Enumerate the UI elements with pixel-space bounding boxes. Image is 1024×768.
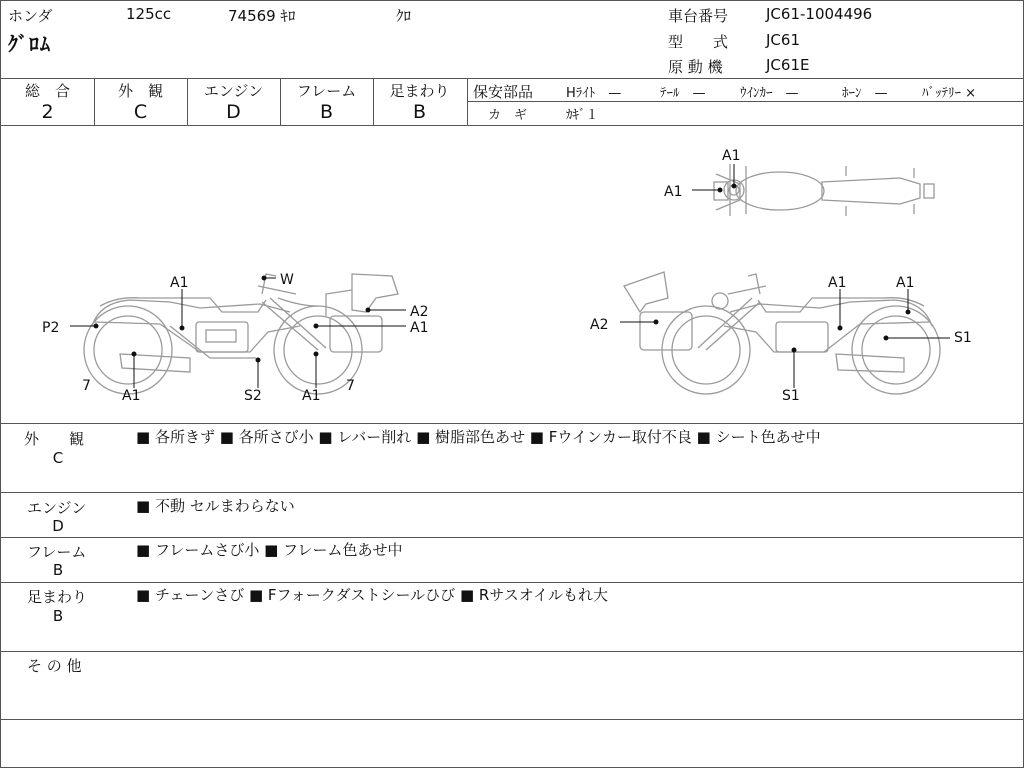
label-a2-left: A2 <box>410 304 429 320</box>
remark-label-engine: エンジン <box>27 499 87 517</box>
grade-value-suspension: B <box>412 101 427 123</box>
divider <box>0 719 1024 720</box>
chassis-label: 車台番号 <box>668 7 729 25</box>
label-a1-top-left: A1 <box>664 184 683 200</box>
label-a1-left-bottom: A1 <box>122 388 141 404</box>
remark-grade-exterior: C <box>52 449 64 467</box>
divider <box>467 78 468 125</box>
type-value: JC61 <box>766 31 800 49</box>
remark-grade-engine: D <box>52 517 64 535</box>
color: ｸﾛ <box>396 7 412 25</box>
grade-label-overall: 総 合 <box>24 82 70 100</box>
remark-label-exterior: 外 観 <box>24 430 85 448</box>
divider <box>0 492 1024 493</box>
label-a2-right: A2 <box>590 317 609 333</box>
label-a1-left-right: A1 <box>410 320 429 336</box>
engine-model-value: JC61E <box>766 56 810 74</box>
grade-value-exterior: C <box>133 101 148 123</box>
remark-grade-frame: B <box>52 561 64 579</box>
left-side-bike-drawing <box>84 274 398 394</box>
divider <box>0 423 1024 424</box>
model-name: ｸﾞﾛﾑ <box>8 32 51 56</box>
label-a1-top-view: A1 <box>722 148 741 164</box>
grade-value-frame: B <box>319 101 334 123</box>
engine-model-label: 原 動 機 <box>668 58 723 76</box>
safety-item-winker: ｳｲﾝｶｰ — <box>740 86 799 101</box>
grade-label-exterior: 外 観 <box>117 82 163 100</box>
remark-text-frame: ■ フレームさび小 ■ フレーム色あせ中 <box>136 541 403 559</box>
divider <box>0 78 1024 79</box>
label-a1-right-a: A1 <box>828 275 847 291</box>
mileage: 74569 ｷﾛ <box>228 7 296 25</box>
divider <box>0 651 1024 652</box>
remark-label-other: そ の 他 <box>27 657 82 675</box>
label-s1-bottom: S1 <box>782 388 800 404</box>
remark-label-frame: フレーム <box>27 543 87 561</box>
safety-item-horn: ﾎｰﾝ — <box>842 86 888 101</box>
divider <box>0 582 1024 583</box>
right-side-bike-drawing <box>624 272 940 394</box>
remark-text-suspension: ■ チェーンさび ■ Fフォークダストシールひび ■ Rサスオイルもれ大 <box>136 586 608 604</box>
maker: ホンダ <box>8 7 53 25</box>
damage-diagram <box>0 126 1024 422</box>
label-w: W <box>280 272 294 288</box>
label-7-right: 7 <box>346 378 355 394</box>
divider <box>0 537 1024 538</box>
remark-label-suspension: 足まわり <box>27 588 88 606</box>
label-s2: S2 <box>244 388 262 404</box>
top-view-bike-drawing <box>714 164 934 216</box>
grade-label-engine: エンジン <box>203 82 264 100</box>
displacement: 125cc <box>126 5 172 23</box>
type-label: 型 式 <box>668 33 729 51</box>
grade-label-suspension: 足まわり <box>389 82 450 100</box>
label-p2: P2 <box>42 320 60 336</box>
safety-item-headlight: Hﾗｲﾄ — <box>566 86 622 101</box>
key-label: カ ギ <box>488 108 528 123</box>
chassis-value: JC61-1004496 <box>766 5 873 23</box>
remark-text-exterior: ■ 各所きず ■ 各所さび小 ■ レバー削れ ■ 樹脂部色あせ ■ Fウインカー取付不良 ■ シート色あせ中 <box>136 428 821 446</box>
label-a1-left-bottom-mid: A1 <box>302 388 321 404</box>
divider <box>468 101 1024 102</box>
grade-label-frame: フレーム <box>296 82 357 100</box>
label-a1-right-b: A1 <box>896 275 915 291</box>
grade-value-overall: 2 <box>41 101 54 123</box>
remark-text-engine: ■ 不動 セルまわらない <box>136 497 295 515</box>
safety-title: 保安部品 <box>473 83 534 101</box>
label-a1-left-top: A1 <box>170 275 189 291</box>
remark-grade-suspension: B <box>52 607 64 625</box>
label-7-left: 7 <box>82 378 91 394</box>
safety-item-taillight: ﾃｰﾙ — <box>660 86 706 101</box>
grade-value-engine: D <box>226 101 241 123</box>
safety-item-battery: ﾊﾞｯﾃﾘｰ × <box>922 86 977 101</box>
key-value: ｶｷﾞ１ <box>566 108 599 123</box>
label-s1-right: S1 <box>954 330 972 346</box>
